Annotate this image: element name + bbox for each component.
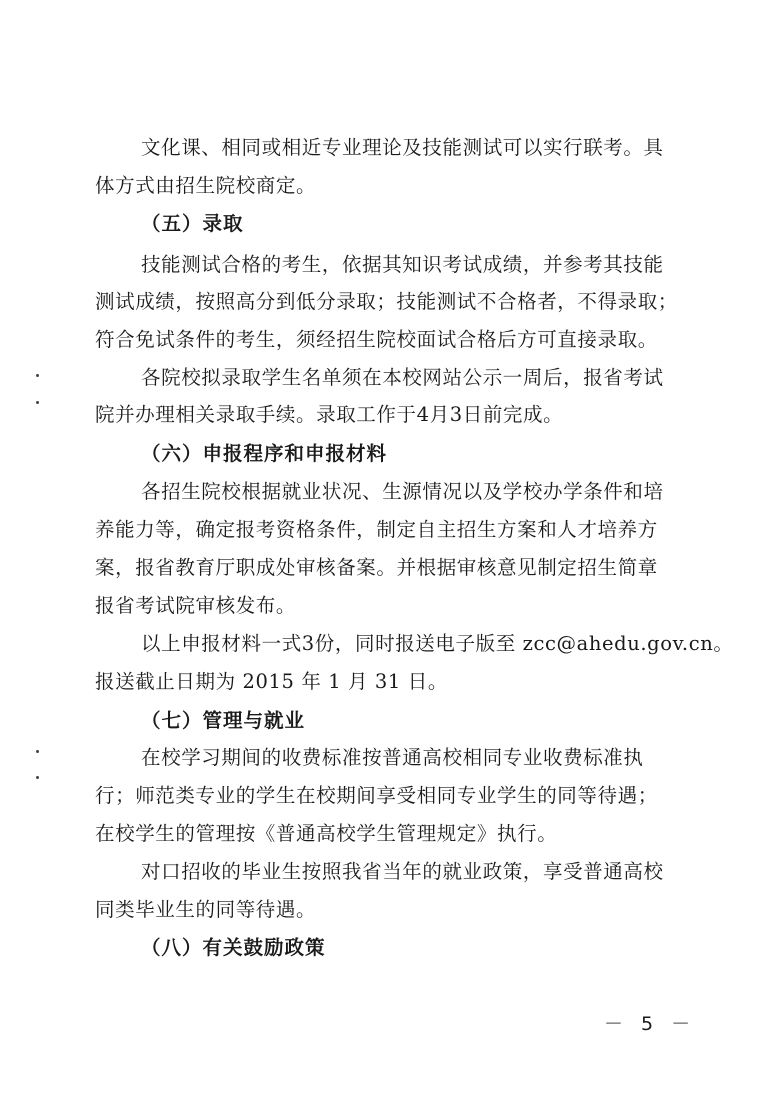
scan-speck	[36, 401, 39, 404]
paragraph-line: 院并办理相关录取手续。录取工作于4月3日前完成。	[95, 403, 564, 426]
paragraph-line: 同类毕业生的同等待遇。	[95, 898, 317, 921]
paragraph-line: 各院校拟录取学生名单须在本校网站公示一周后，报省考试	[141, 366, 664, 389]
paragraph-line: 行；师范类专业的学生在校期间享受相同专业学生的同等待遇；	[95, 784, 658, 807]
paragraph-line: 报送截止日期为 2015 年 1 月 31 日。	[95, 670, 448, 693]
paragraph-line: 对口招收的毕业生按照我省当年的就业政策，享受普通高校	[141, 860, 664, 883]
section-heading-7: （七）管理与就业	[141, 709, 306, 732]
paragraph-line: 在校学生的管理按《普通高校学生管理规定》执行。	[95, 822, 558, 845]
paragraph-line: 各招生院校根据就业状况、生源情况以及学校办学条件和培	[141, 480, 664, 503]
section-heading-6: （六）申报程序和申报材料	[141, 442, 388, 465]
section-heading-8: （八）有关鼓励政策	[141, 936, 326, 959]
paragraph-line: 文化课、相同或相近专业理论及技能测试可以实行联考。具	[141, 136, 664, 159]
scan-speck	[36, 776, 39, 779]
paragraph-line: 养能力等，确定报考资格条件，制定自主招生方案和人才培养方	[95, 518, 658, 541]
scan-speck	[36, 374, 39, 377]
paragraph-line: 案，报省教育厅职成处审核备案。并根据审核意见制定招生简章	[95, 556, 658, 579]
paragraph-line: 在校学习期间的收费标准按普通高校相同专业收费标准执	[141, 746, 644, 769]
scan-speck	[36, 750, 39, 753]
paragraph-line: 报省考试院审核发布。	[95, 594, 297, 617]
section-heading-5: （五）录取	[141, 212, 244, 235]
page-number: － 5 －	[604, 1013, 697, 1035]
paragraph-line: 符合免试条件的考生，须经招生院校面试合格后方可直接录取。	[95, 328, 658, 351]
paragraph-line: 以上申报材料一式3份，同时报送电子版至 zcc@ahedu.gov.cn。	[141, 632, 734, 655]
paragraph-line: 测试成绩，按照高分到低分录取；技能测试不合格者，不得录取；	[95, 290, 678, 313]
paragraph-line: 技能测试合格的考生，依据其知识考试成绩，并参考其技能	[141, 253, 664, 276]
paragraph-line: 体方式由招生院校商定。	[95, 174, 317, 197]
